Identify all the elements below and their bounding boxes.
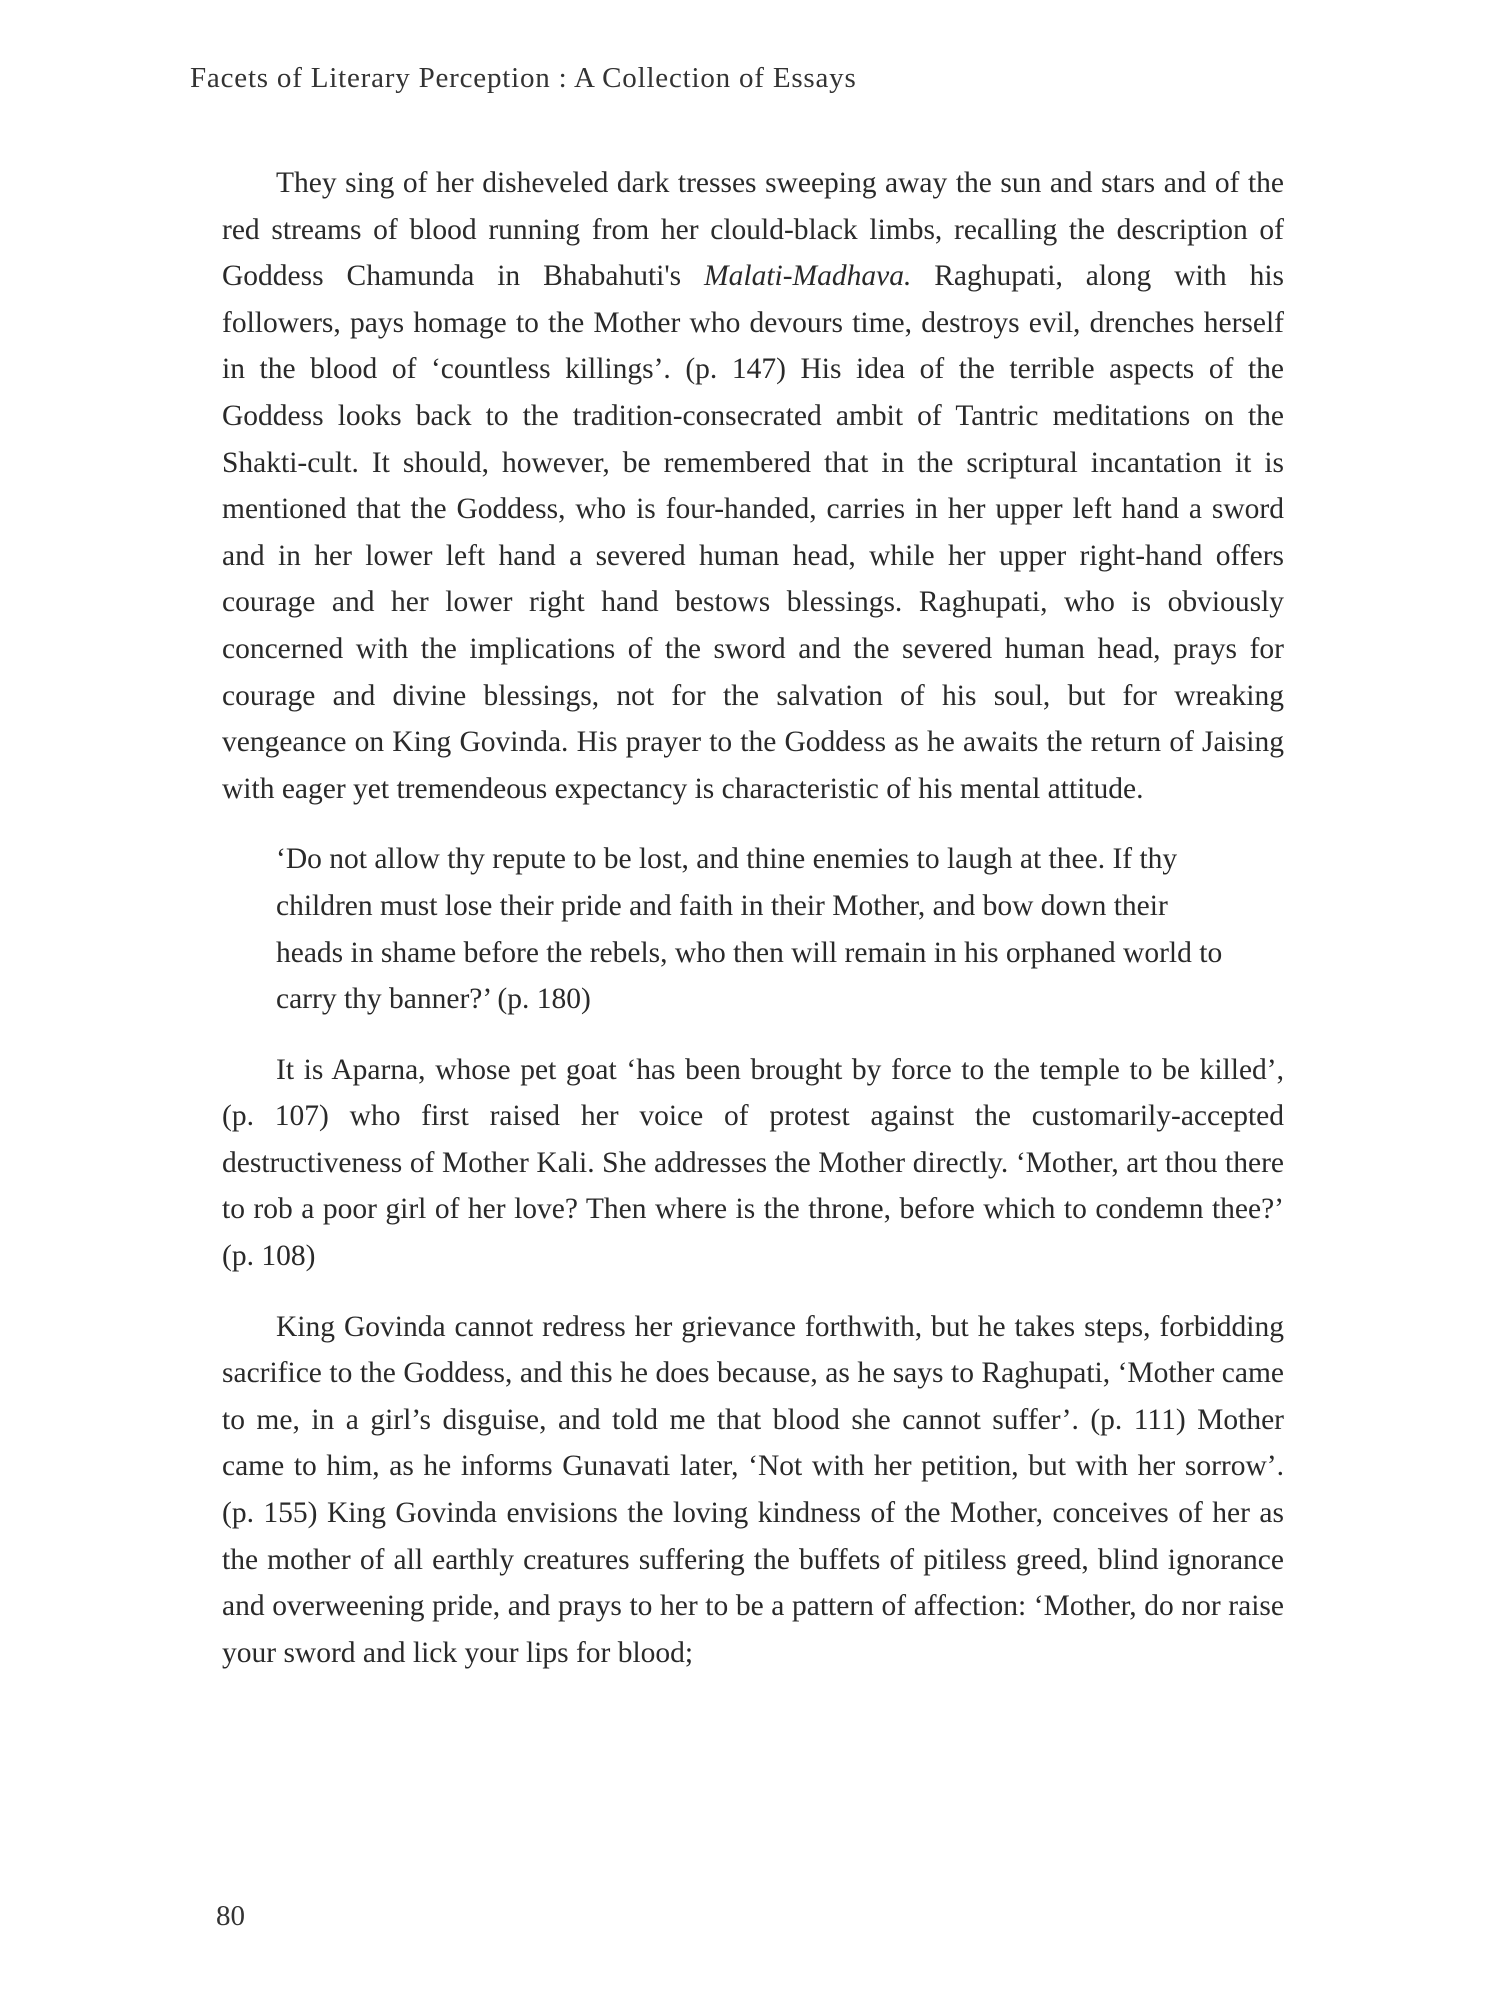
running-header-title: Facets of Literary Perception : A Collection of Essays [190, 62, 857, 94]
body-text [222, 160, 1284, 1676]
block-quote: ‘Do not allow thy repute to be lost, and thine enemies to laugh at thee. If thy children must lose their pride and faith in their Mother, and bow down their heads in shame before the rebels, who then will remain in his orphaned world to carry thy banner?’ (p. 180) [276, 843, 1223, 1016]
paragraph-text: They sing of her disheveled dark tresses sweeping away the sun and stars and of the red streams of blood running from her clould-black limbs, recalling the description of Goddess Chamunda in Bhabahuti's [222, 167, 1284, 293]
page-number: 80 [216, 1900, 245, 1932]
paragraph-king-govinda: King Govinda cannot redress her grievance forthwith, but he takes steps, forbidding sacrifice to the Goddess, and this he does because, as he says to Raghupati, ‘Mother came to me, in a girl’s disguise, and told me that blood she cannot suffer’. (p. 111) Mother came to him, as he informs Gunavati later, ‘Not with her petition, but with her sorrow’. (p. 155) King Govinda envisions the loving kindness of the Mother, conceives of her as the mother of all earthly creatures suffering the buffets of pitiless greed, blind ignorance and overweening pride, and prays to her to be a pattern of affection: ‘Mother, do nor raise your sword and lick your lips for blood; [222, 1310, 1284, 1669]
paragraph-text: Raghupati, along with his followers, pays homage to the Mother who devours time, destroys evil, drenches herself in the blood of ‘countless killings’. (p. 147) His idea of the terrible aspects of the Goddess looks back to the tradition-consecrated ambit of Tantric meditations on the Shakti-cult. It should, however, be remembered that in the scriptural incantation it is mentioned that the Goddess, who is four-handed, carries in her upper left hand a sword and in her lower left hand a severed human head, while her upper right-hand offers courage and her lower right hand bestows blessings. Raghupati, who is obviously concerned with the implications of the sword and the severed human head, prays for courage and divine blessings, not for the salvation of his soul, but for wreaking vengeance on King Govinda. His prayer to the Goddess as he awaits the return of Jaising with eager yet tremendeous expectancy is characteristic of his mental attitude. [222, 260, 1284, 805]
paragraph-raghupati-prayer [222, 160, 1284, 812]
paragraph-aparna: It is Aparna, whose pet goat ‘has been brought by force to the temple to be killed’, (p. 107) who first raised her voice of protest against the customarily-accepted destructiveness of Mother Kali. She addresses the Mother directly. ‘Mother, art thou there to rob a poor girl of her love? Then where is the throne, before which to condemn thee?’ (p. 108) [222, 1053, 1284, 1273]
italic-title-malati-madhava: Malati-Madhava. [704, 260, 912, 293]
